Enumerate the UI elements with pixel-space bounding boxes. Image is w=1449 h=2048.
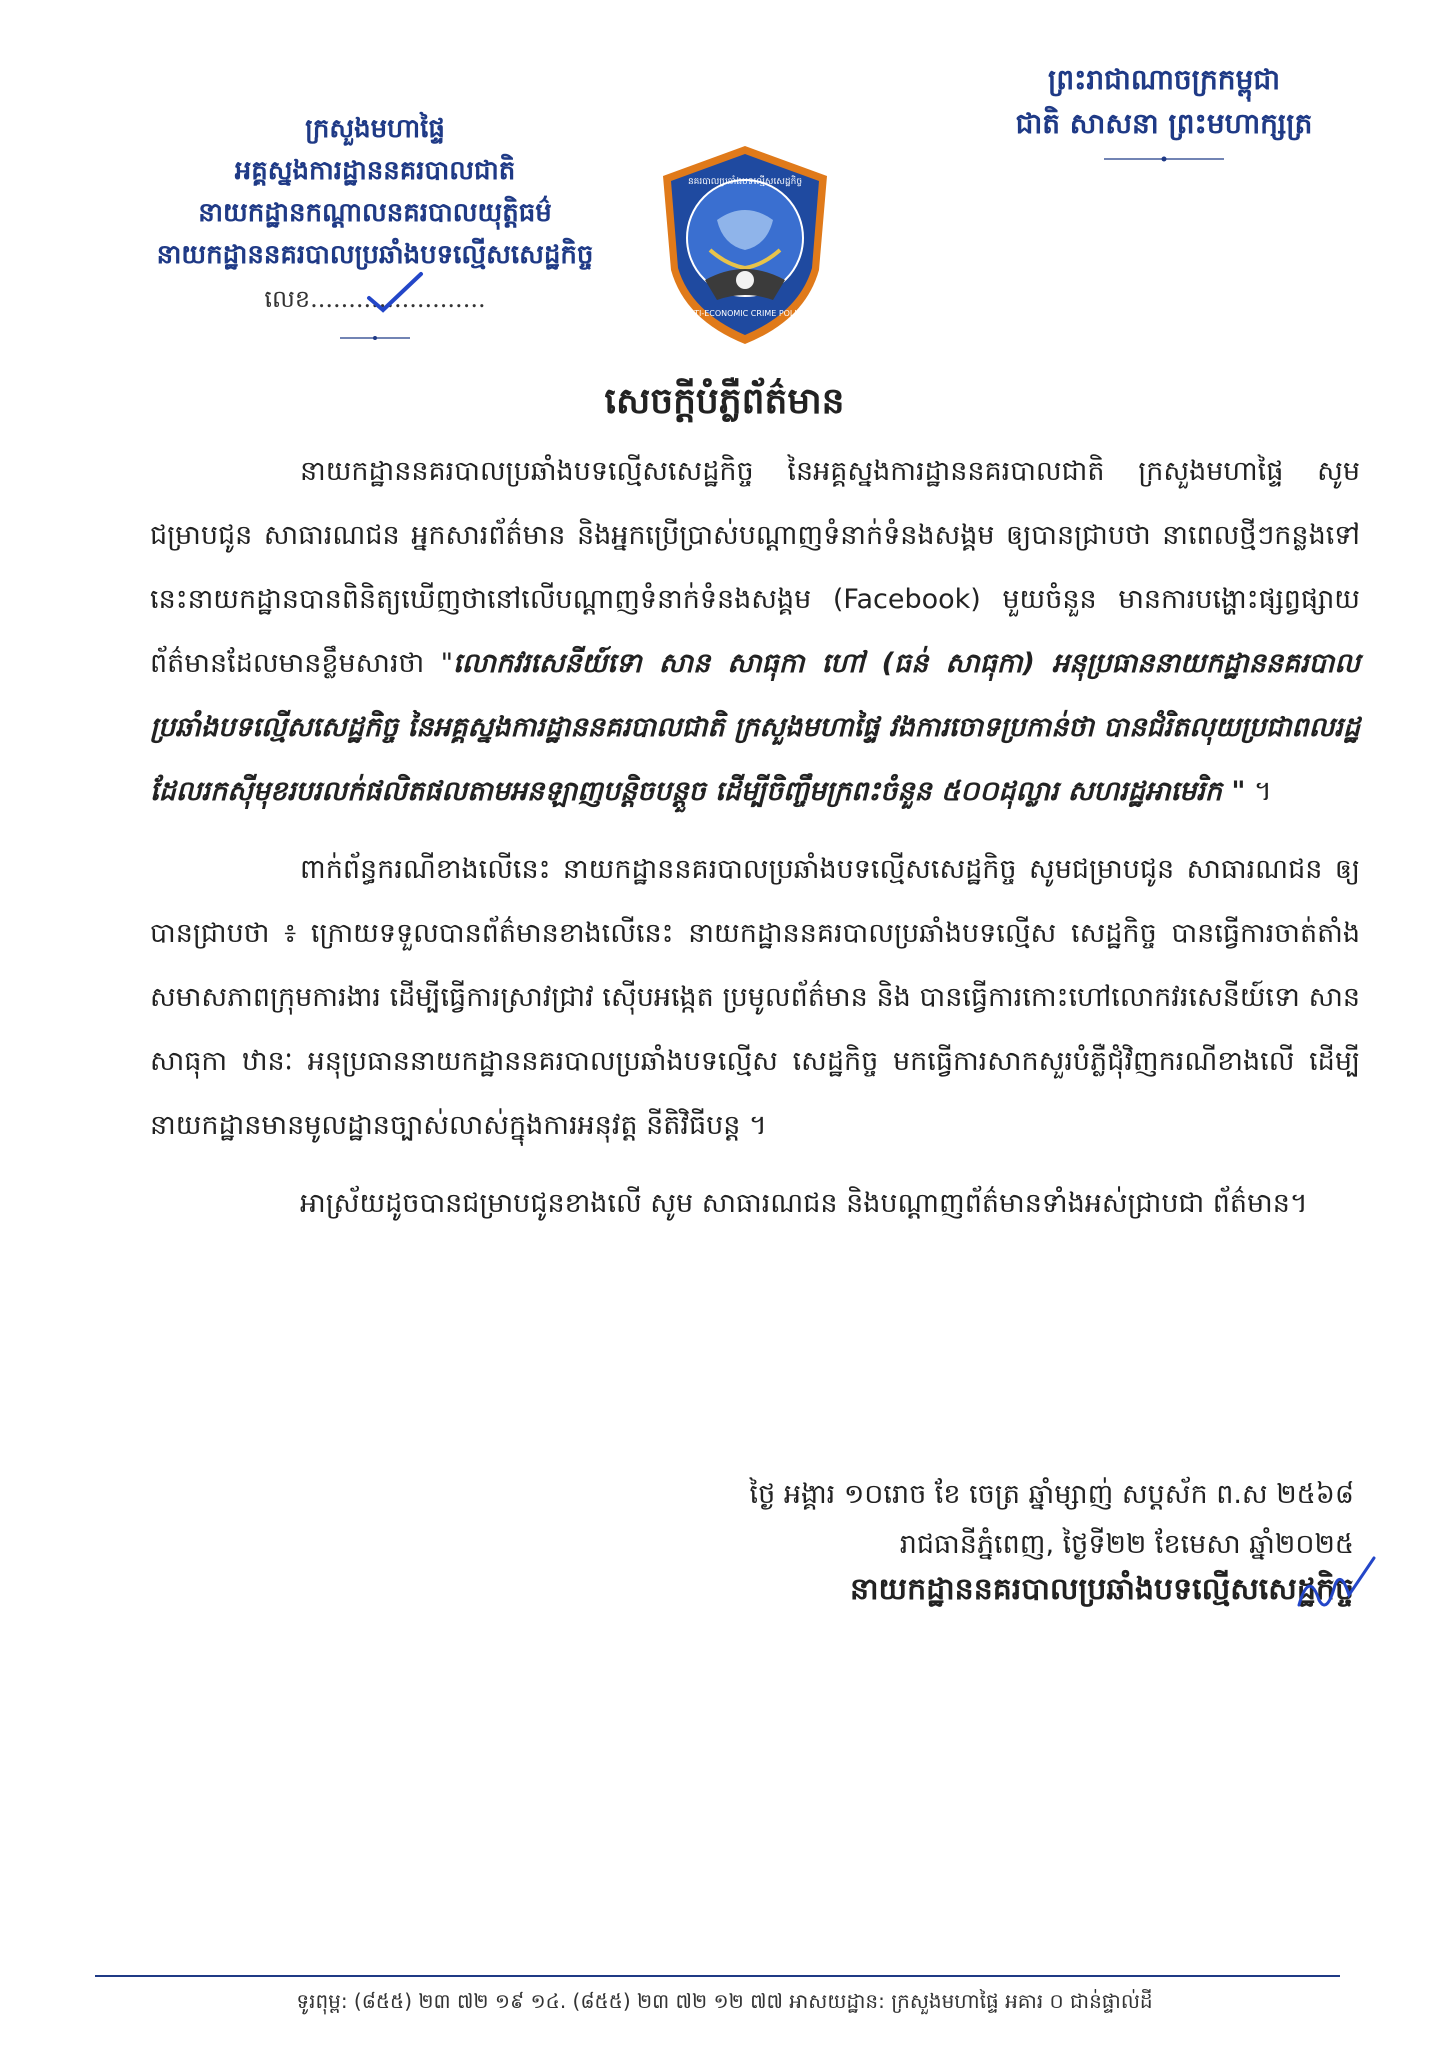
date-block [654, 1470, 1354, 1570]
document-title: សេចក្តីបំភ្លឺព័ត៌មាន [604, 380, 845, 422]
ministry-line-2: អគ្គស្នងការដ្ឋាននគរបាលជាតិ [234, 156, 516, 186]
footer-divider [95, 1975, 1340, 1977]
solar-date: រាជធានីភ្នំពេញ, ថ្ងៃទី២២ ខែមេសា ឆ្នាំ២០២៥ [899, 1529, 1354, 1560]
kingdom-header [974, 58, 1354, 164]
ministry-line-4: នាយកដ្ឋាននគរបាលប្រឆាំងបទល្មើសសេដ្ឋកិច្ច [156, 240, 594, 270]
ministry-line-3: នាយកដ្ឋានកណ្តាលនគរបាលយុត្តិធម៌ [198, 198, 552, 228]
checkmark-icon [365, 270, 425, 315]
paragraph-1 [150, 440, 1360, 824]
logo-ring-text: នគរបាលប្រឆាំងបទល្មើសសេដ្ឋកិច្ច [687, 177, 803, 187]
paragraph-1-lead: នាយកដ្ឋាននគរបាលប្រឆាំងបទល្មើសសេដ្ឋកិច្ច នៃអគ្គស្នងការដ្ឋាននគរបាលជាតិ ក្រសួងមហាផ្ទៃ សូមជម្រាបជូន សាធារណជន អ្នកសារព័ត៌មាន និងអ្នកប្រើប្រាស់បណ្តាញទំនាក់ទំនងសង្គម ឲ្យបានជ្រាបថា នាពេលថ្មីៗកន្លងទៅនេះនាយកដ្ឋានបានពិនិត្យឃើញថានៅលើបណ្តាញទំនាក់ទំនងសង្គម (Facebook) មួយចំនួន មានការបង្ហោះផ្សព្វផ្សាយព័ត៌មានដែលមានខ្លឹមសារថា " [150, 456, 1360, 679]
document-body [150, 440, 1360, 1250]
kingdom-line-1: ព្រះរាជាណាចក្រកម្ពុជា [1047, 63, 1280, 96]
ornament-divider-icon [340, 334, 410, 342]
kingdom-line-2: ជាតិ សាសនា ព្រះមហាក្សត្រ [1015, 107, 1313, 140]
police-emblem-icon [655, 140, 835, 350]
logo-bottom-text: ANTI-ECONOMIC CRIME POLICE [682, 309, 808, 318]
paragraph-1-end: ។ [1245, 776, 1272, 807]
signature-department: នាយកដ្ឋាននគរបាលប្រឆាំងបទល្មើសសេដ្ឋកិច្ច [849, 1572, 1354, 1607]
paragraph-3: អាស្រ័យដូចបានជម្រាបជូនខាងលើ សូម សាធារណជន និងបណ្តាញព័ត៌មានទាំងអស់ជ្រាបជា ព័ត៌មាន។ [300, 1188, 1308, 1219]
handwritten-signature-icon [1289, 1550, 1379, 1620]
paragraph-1-quote: លោកវរសេនីយ៍ទោ សាន សាធុកា ហៅ (ធន់ សាធុកា) អនុប្រធាននាយកដ្ឋាននគរបាលប្រឆាំងបទល្មើសសេដ្ឋកិច្ច នៃអគ្គស្នងការដ្ឋាននគរបាលជាតិ ក្រសួងមហាផ្ទៃ វងការចោទប្រកាន់ថា បានជំរិតលុយប្រជាពលរដ្ឋ ដែលរកស៊ីមុខរបរលក់ផលិតផលតាមអនឡាញបន្តិចបន្តួច ដើម្បីចិញ្ចឹមក្រពះចំនួន ៥០០ដុល្លារ សហរដ្ឋអាមេរិក " [150, 648, 1360, 807]
lunar-date: ថ្ងៃ អង្គារ ១០រោច ខែ ចេត្រ ឆ្នាំម្សាញ់ សប្តស័ក ព.ស ២៥៦៨ [749, 1479, 1354, 1510]
paragraph-2: ពាក់ព័ន្ធករណីខាងលើនេះ នាយកដ្ឋាននគរបាលប្រឆាំងបទល្មើសសេដ្ឋកិច្ច សូមជម្រាបជូន សាធារណជន ឲ្យបានជ្រាបថា ៖ ក្រោយទទួលបានព័ត៌មានខាងលើនេះ នាយកដ្ឋាននគរបាលប្រឆាំងបទល្មើស សេដ្ឋកិច្ច បានធ្វើការចាត់តាំងសមាសភាពក្រុមការងារ ដើម្បីធ្វើការស្រាវជ្រាវ ស៊ើបអង្កេត ប្រមូលព័ត៌មាន និង បានធ្វើការកោះហៅលោកវរសេនីយ៍ទោ សាន សាធុកា ឋានៈ អនុប្រធាននាយកដ្ឋាននគរបាលប្រឆាំងបទល្មើស សេដ្ឋកិច្ច មកធ្វើការសាកសួរបំភ្លឺជុំវិញករណីខាងលើ ដើម្បី នាយកដ្ឋានមានមូលដ្ឋានច្បាស់លាស់ក្នុងការអនុវត្ត នីតិវិធីបន្ត ។ [150, 854, 1360, 1141]
document-number: លេខ....................... [264, 285, 486, 313]
footer-contact: ទូរពុម្ព: (៨៥៥) ២៣ ៧២ ១៩ ១៤. (៨៥៥) ២៣ ៧២ ១២ ៧៧ អាសយដ្ឋាន: ក្រសួងមហាផ្ទៃ អគារ ០ ជាន់ផ្ទាល់ដី [296, 1989, 1153, 2013]
ornament-divider-icon [1104, 154, 1224, 164]
ministry-line-1: ក្រសួងមហាផ្ទៃ [305, 114, 445, 144]
